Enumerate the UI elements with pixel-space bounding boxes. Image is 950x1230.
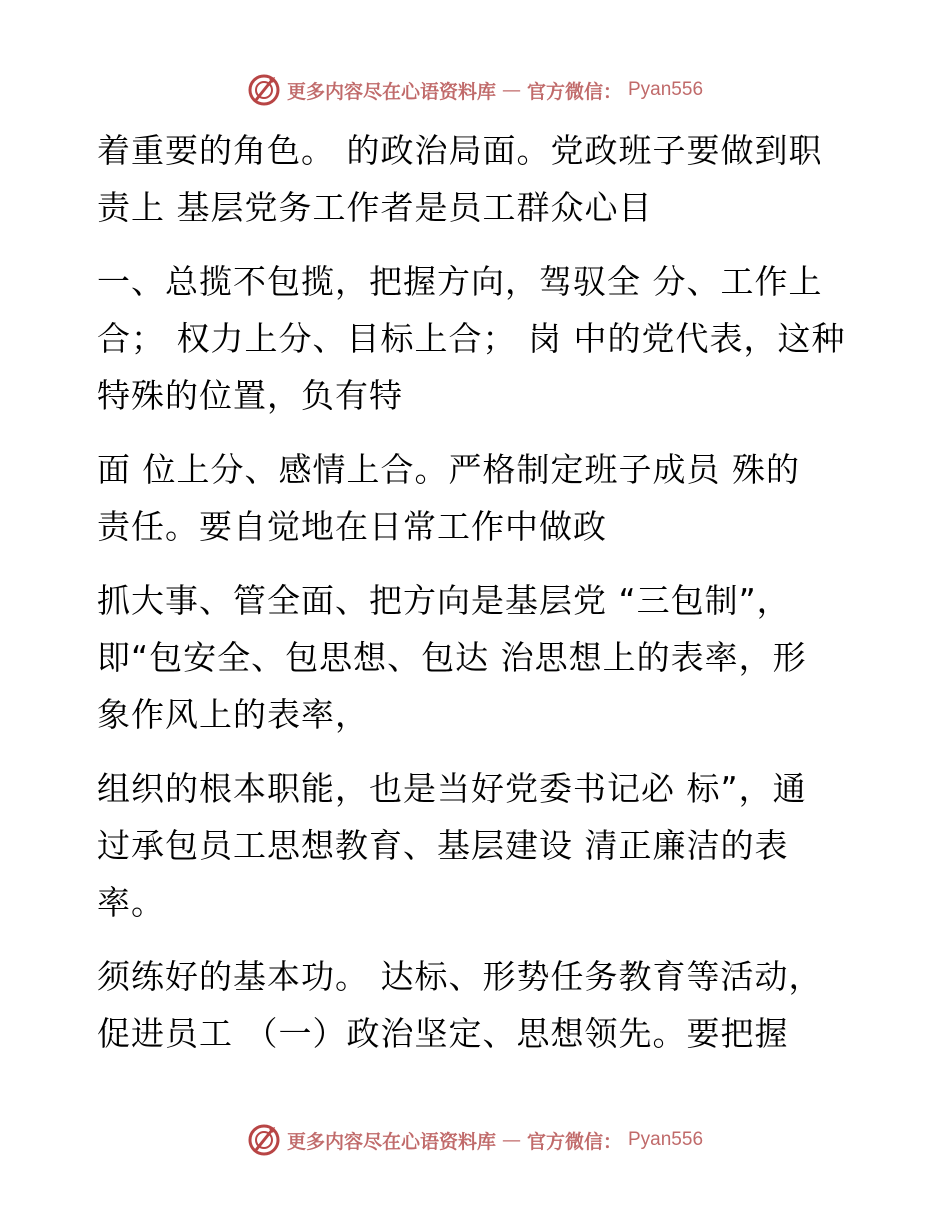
seal-logo-icon bbox=[247, 73, 281, 107]
watermark-separator: — bbox=[501, 1129, 521, 1151]
text-line: 合； 权力上分、目标上合； 岗 中的党代表，这种 bbox=[97, 319, 846, 358]
header-watermark bbox=[0, 70, 950, 110]
text-line: 组织的根本职能，也是当好党委书记必 标”，通 bbox=[97, 769, 807, 808]
paragraph bbox=[97, 253, 857, 424]
paragraph bbox=[97, 122, 857, 236]
text-line: 促进员工 （一）政治坚定、思想领先。要把握 bbox=[97, 1014, 789, 1053]
text-line: 特殊的位置，负有特 bbox=[97, 376, 403, 415]
paragraph bbox=[97, 948, 857, 1062]
text-line: 率。 bbox=[97, 883, 165, 922]
paragraph bbox=[97, 760, 857, 931]
footer-watermark bbox=[0, 1120, 950, 1160]
watermark-id: Pyan556 bbox=[628, 1129, 704, 1150]
watermark-label: 官方微信： bbox=[526, 1130, 622, 1153]
document-body bbox=[97, 122, 857, 1079]
text-line: 须练好的基本功。 达标、形势任务教育等活动， bbox=[97, 957, 823, 996]
text-line: 责任。要自觉地在日常工作中做政 bbox=[97, 507, 607, 546]
text-line: 过承包员工思想教育、基层建设 清正廉洁的表 bbox=[97, 826, 789, 865]
text-line: 责上 基层党务工作者是员工群众心目 bbox=[97, 188, 653, 227]
watermark-text: 更多内容尽在心语资料库 bbox=[286, 1130, 496, 1153]
text-line: 抓大事、管全面、把方向是基层党 “三包制”， bbox=[97, 581, 791, 620]
text-line: 象作风上的表率， bbox=[97, 695, 369, 734]
watermark-separator: — bbox=[501, 79, 521, 101]
watermark-label: 官方微信： bbox=[526, 80, 622, 103]
text-line: 着重要的角色。 的政治局面。党政班子要做到职 bbox=[97, 131, 823, 170]
paragraph bbox=[97, 572, 857, 743]
text-line: 一、总揽不包揽，把握方向，驾驭全 分、工作上 bbox=[97, 262, 823, 301]
watermark-id: Pyan556 bbox=[628, 79, 704, 100]
paragraph bbox=[97, 441, 857, 555]
seal-logo-icon bbox=[247, 1123, 281, 1157]
text-line: 即“包安全、包思想、包达 治思想上的表率，形 bbox=[97, 638, 807, 677]
text-line: 面 位上分、感情上合。严格制定班子成员 殊的 bbox=[97, 450, 800, 489]
watermark-text: 更多内容尽在心语资料库 bbox=[286, 80, 496, 103]
